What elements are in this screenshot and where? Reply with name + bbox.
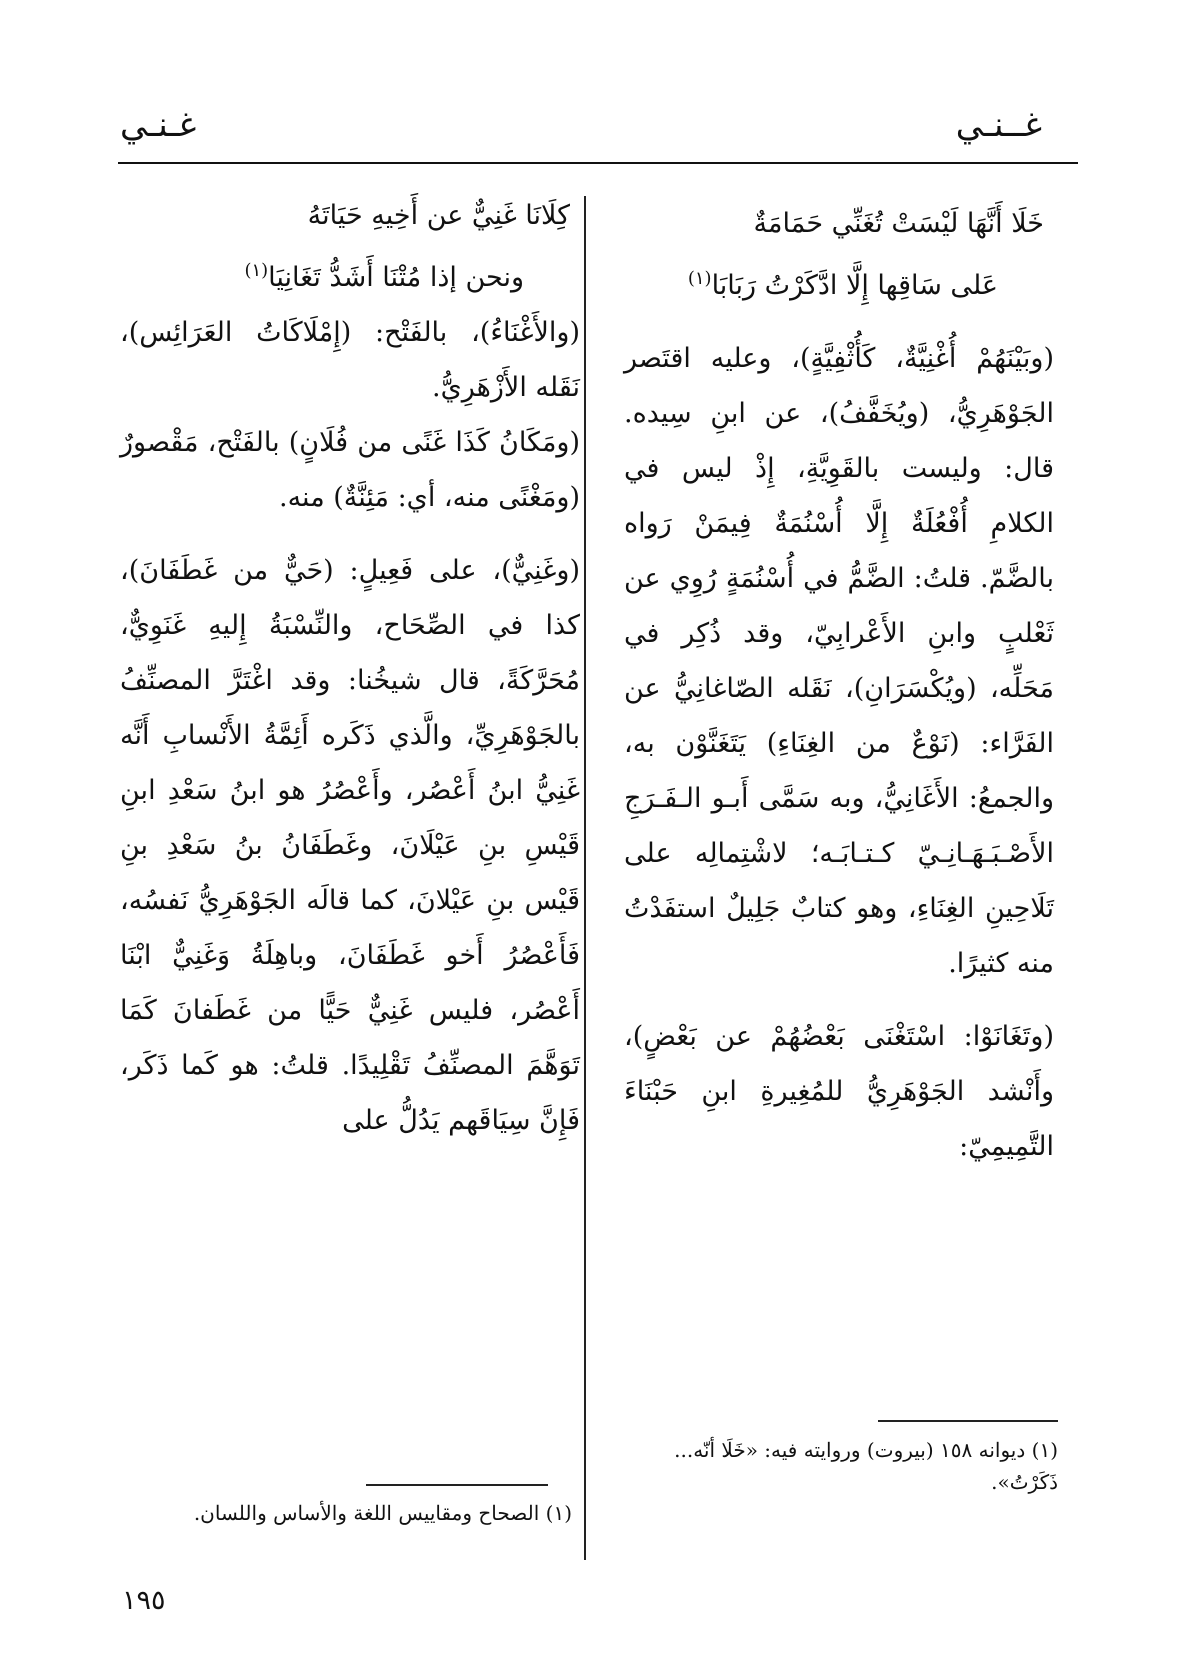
header-title-left: غـنـي: [120, 105, 197, 145]
footnote: (١) ديوانه ١٥٨ (بيروت) وروايته فيه: «خَلَا أنّه... ذَكَرْتُ».: [674, 1438, 1058, 1494]
column-divider: [584, 196, 586, 1560]
verse-line: [624, 251, 1054, 313]
entry-paragraph: (وغَنِيٌّ)، على فَعِيلٍ: (حَيٌّ من غَطَفَانَ)، كذا في الصِّحَاح، والنِّسْبَةُ إِليهِ غَنَوِيٌّ، مُحَرَّكَةً، قال شيخُنا: وقد اغْتَرَّ المصنِّفُ بالجَوْهَرِيِّ، والَّذي ذَكَره أَئِمَّةُ الأَنْسابِ أَنَّه غَنِيُّ ابنُ أَعْصُر، وأَعْصُرُ هو ابنُ سَعْدِ ابنِ قَيْسِ بنِ عَيْلَانَ، وغَطَفَانُ بنُ سَعْدِ بنِ قَيْس بنِ عَيْلانَ، كما قالَه الجَوْهَرِيُّ نَفسُه، فَأَعْصُرُ أَخو غَطَفَانَ، وباهِلَةُ وَغَنِيٌّ ابْنَا أَعْصُر، فليس غَنِيٌّ حَيًّا من غَطَفانَ كَمَا تَوَهَّمَ المصنِّفُ تَقْلِيدًا. قلتُ: هو كَما ذَكَر، فَإِنَّ سِيَاقَهم يَدُلُّ على: [120, 555, 580, 1136]
footnote-mark: (١): [687, 268, 712, 289]
footnote-rule: [878, 1420, 1058, 1422]
verse-text: ونحن إذا مُتْنَا أَشَدُّ تَغَانِيَا: [268, 262, 524, 293]
entry-paragraph: (ومَكَانُ كَذَا غَنًى من فُلَانٍ) بالفَتْح، مَقْصورٌ (ومَغْنًى منه، أي: مَئِنَّةٌ) منه.: [120, 427, 580, 513]
verse-line: [120, 243, 580, 305]
header-rule: [118, 162, 1078, 164]
footnote-rule: [366, 1484, 548, 1486]
entry-paragraph: (وتَغَانَوْا: اسْتَغْنَى بَعْضُهُمْ عن بَعْضٍ)، وأَنْشد الجَوْهَرِيُّ للمُغِيرةِ ابنِ حَبْنَاءَ التَّمِيمِيّ:: [624, 1021, 1054, 1162]
footnote: (١) الصحاح ومقاييس اللغة والأساس واللسان.: [193, 1501, 572, 1525]
right-column: [624, 196, 1054, 1174]
header-title-right: غــنـي: [955, 105, 1042, 145]
verse-line: خَلَا أَنَّهَا لَيْسَتْ تُغَنِّي حَمَامَةٌ: [753, 208, 1044, 239]
entry-paragraph: (وبَيْنَهُمْ أُغْنِيَّةٌ، كَأُثْفِيَّةٍ)، وعليه اقتَصر الجَوْهَرِيُّ، (ويُخَفَّفُ)، عن ابنِ سِيده. قال: وليست بالقَوِيَّةِ، إِذْ ليس في الكلامِ أُفْعُلَةٌ إِلَّا أُسْنُمَةٌ فِيمَنْ رَواه بالضَّمّ. قلتُ: الضَّمُّ في أُسْنُمَةٍ رُوِي عن ثَعْلبٍ وابنِ الأَعْرابِيّ، وقد ذُكِر في مَحَلِّه، (ويُكْسَرَانِ)، نَقَله الصّاغانِيُّ عن الفَرَّاء: (نَوْعٌ من الغِنَاءِ) يَتَغَنَّوْن به، والجمعُ: الأَغَانِيُّ، وبه سَمَّى أَبـو الـفَـرَجِ الأَصْـبَـهَـانِـيّ كـتـابَـه؛ لاشْتِمالِه على تَلَاحِينِ الغِنَاءِ، وهو كتابٌ جَلِيلٌ استفَدْتُ منه كثيرًا.: [624, 343, 1054, 979]
verse-text: عَلى سَاقِها إِلَّا ادَّكَرْتُ رَبَابَا: [711, 270, 998, 301]
entry-paragraph: (والأَغْنَاءُ)، بالفَتْح: (إِمْلَاكَاتُ العَرَائِس)، نَقَله الأَزْهَرِيُّ.: [120, 317, 580, 403]
footnote-mark: (١): [244, 260, 269, 281]
page-number: ١٩٥: [122, 1585, 166, 1616]
left-column: [120, 188, 580, 1148]
verse-line: كِلَانَا غَنِيٌّ عن أَخِيهِ حَيَاتَهُ: [307, 200, 570, 231]
